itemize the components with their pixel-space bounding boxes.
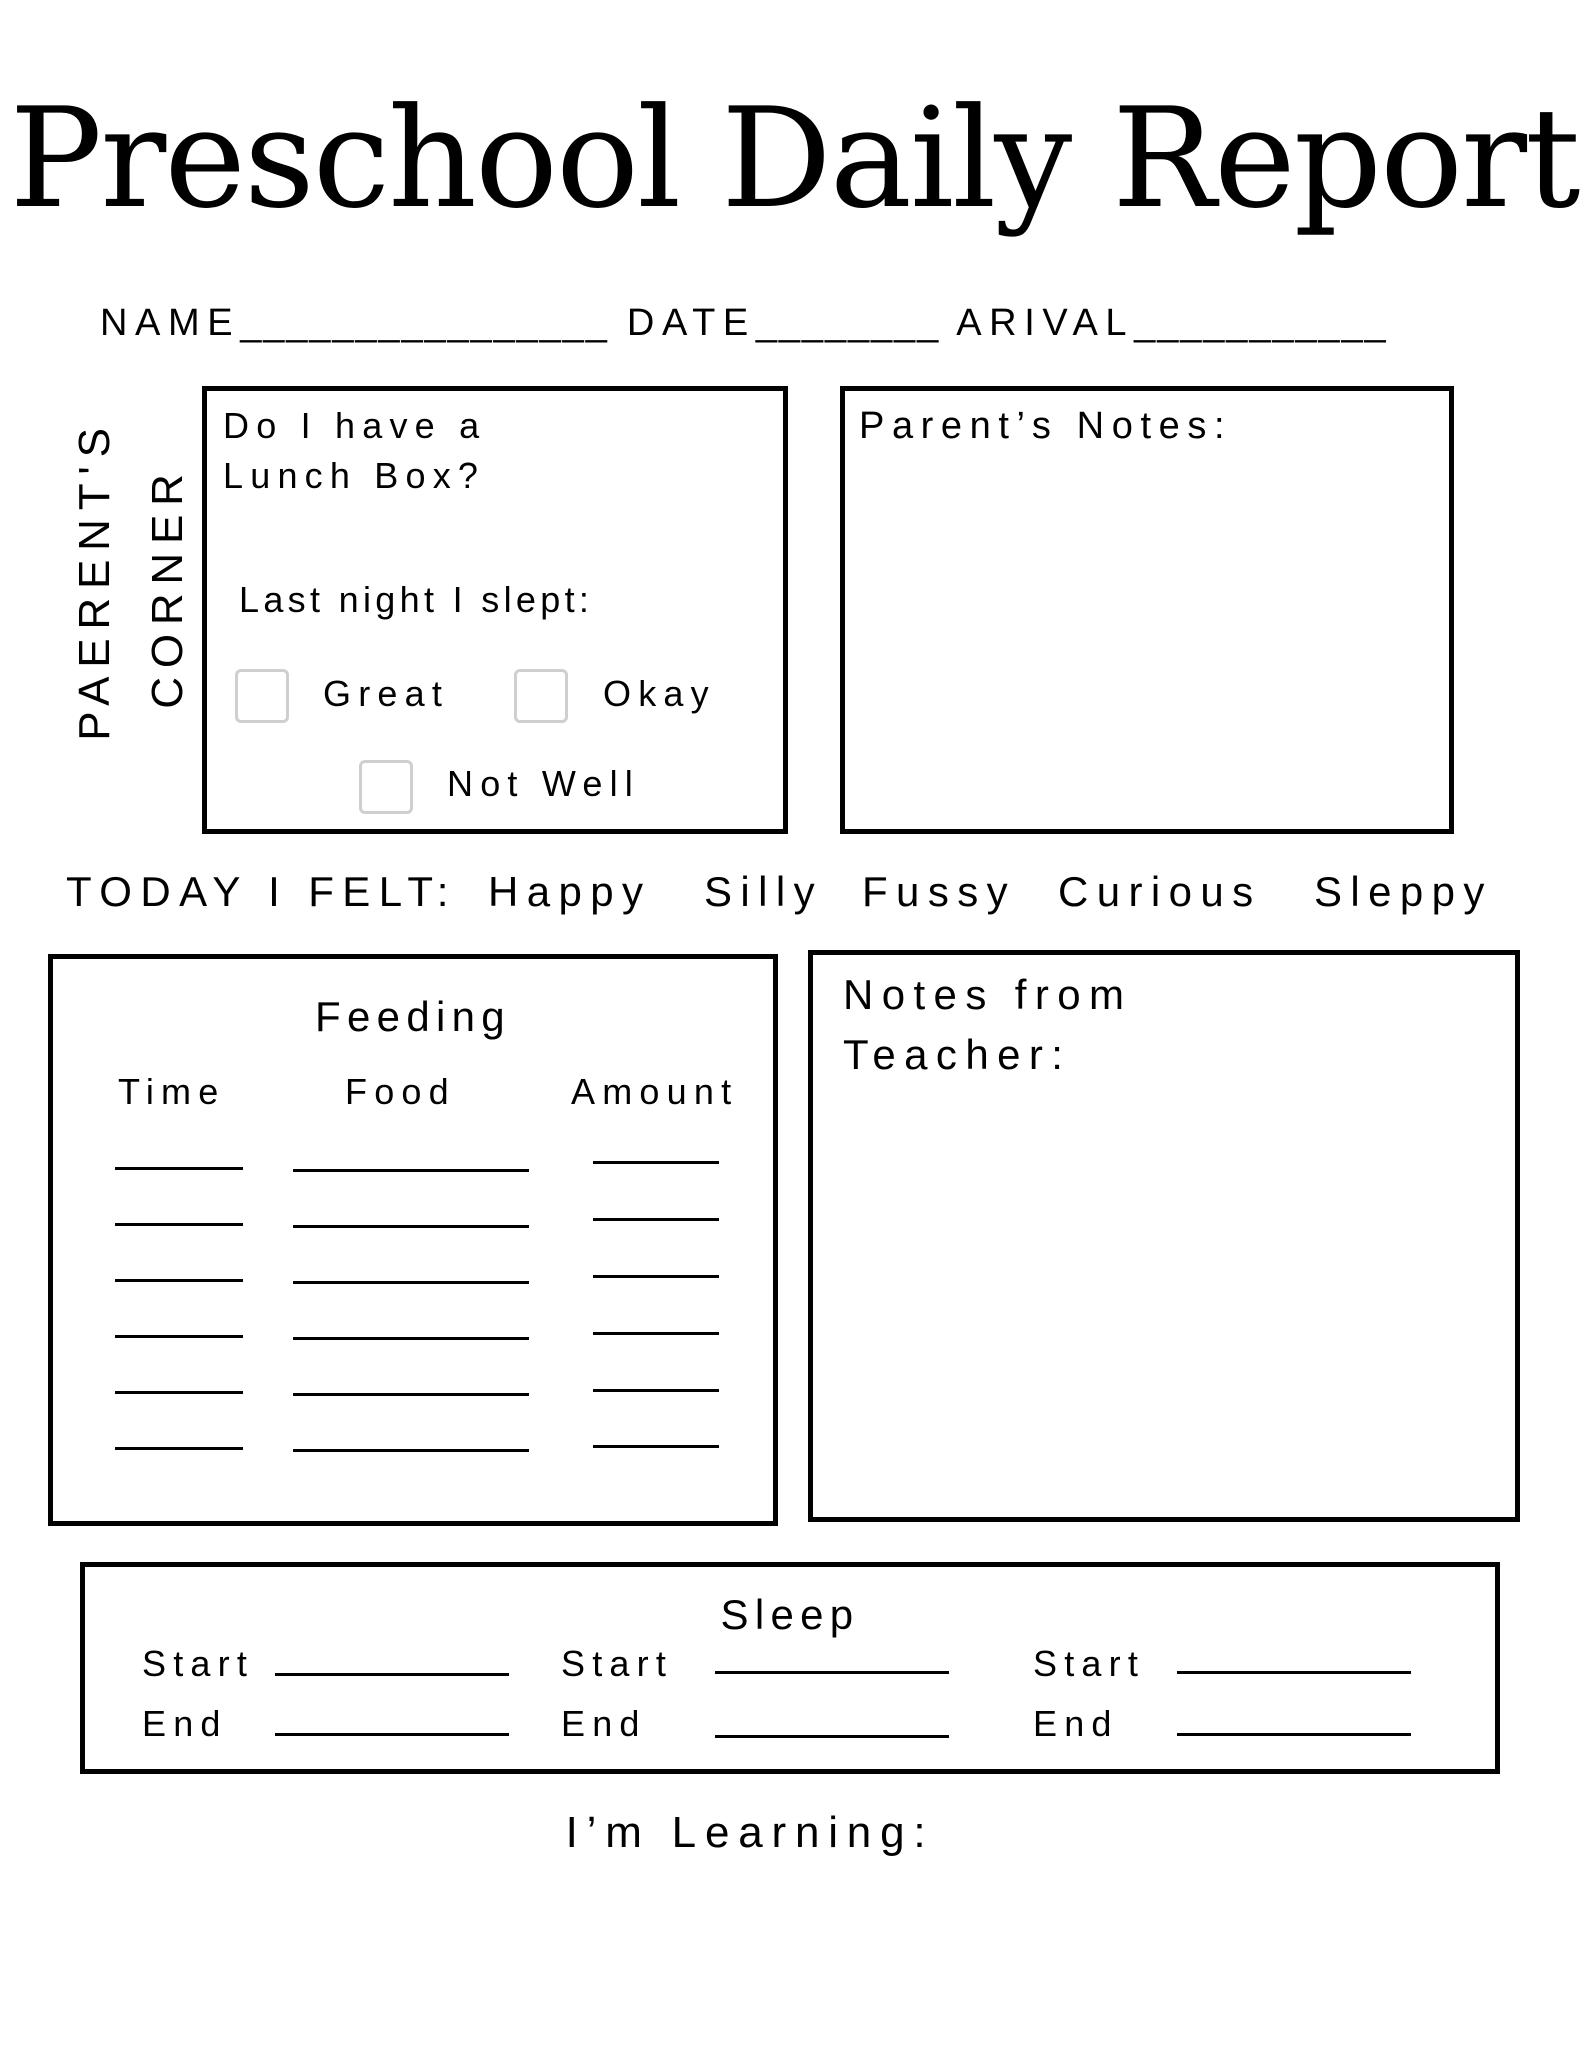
feeding-time-line[interactable]	[115, 1335, 243, 1338]
feeding-food-line[interactable]	[293, 1169, 529, 1172]
feeding-food-line[interactable]	[293, 1281, 529, 1284]
page-title: Preschool Daily Report	[9, 78, 1579, 239]
not-well-checkbox[interactable]	[359, 760, 413, 814]
sleep-end-line[interactable]	[1177, 1733, 1411, 1736]
feeding-food-line[interactable]	[293, 1225, 529, 1228]
parents-notes-title: Parent’s Notes:	[859, 405, 1233, 447]
teacher-notes-title-line2: Teacher:	[843, 1031, 1072, 1078]
feeding-time-line[interactable]	[115, 1391, 243, 1394]
sleep-start-label: Start	[142, 1643, 255, 1684]
feeding-time-line[interactable]	[115, 1279, 243, 1282]
name-field[interactable]: ________________	[240, 302, 609, 344]
feeding-amount-line[interactable]	[593, 1275, 719, 1278]
feeding-col-time: Time	[118, 1071, 226, 1112]
arrival-label: ARIVAL	[956, 302, 1135, 344]
feeding-food-line[interactable]	[293, 1393, 529, 1396]
sleep-end-line[interactable]	[715, 1735, 949, 1738]
okay-checkbox[interactable]	[514, 669, 568, 723]
lunch-question-line1: Do I have a	[223, 405, 487, 446]
feeding-food-line[interactable]	[293, 1337, 529, 1340]
sleep-title: Sleep	[720, 1591, 860, 1638]
sleep-end-label: End	[1033, 1703, 1119, 1744]
sleep-end-line[interactable]	[275, 1733, 509, 1736]
sleep-end-label: End	[561, 1703, 647, 1744]
mood-label: TODAY I FELT:	[66, 868, 457, 915]
mood-option-curious[interactable]: Curious	[1058, 868, 1262, 915]
info-line	[100, 302, 1388, 345]
parents-corner-label-line2: CORNER	[143, 465, 192, 709]
sleep-start-line[interactable]	[1177, 1671, 1411, 1674]
learning-label: I’m Learning:	[565, 1808, 935, 1857]
sleep-end-label: End	[142, 1703, 228, 1744]
feeding-amount-line[interactable]	[593, 1332, 719, 1335]
arrival-field[interactable]: ___________	[1134, 302, 1388, 344]
not-well-label: Not Well	[447, 763, 640, 804]
feeding-amount-line[interactable]	[593, 1161, 719, 1164]
parents-corner-label-line1: PAERENT'S	[70, 419, 119, 741]
great-checkbox[interactable]	[235, 669, 289, 723]
feeding-time-line[interactable]	[115, 1447, 243, 1450]
okay-label: Okay	[603, 673, 716, 714]
date-label: DATE	[626, 302, 756, 344]
name-label: NAME	[100, 302, 241, 344]
teacher-notes-box[interactable]	[808, 950, 1520, 1522]
great-label: Great	[323, 673, 450, 714]
feeding-time-line[interactable]	[115, 1167, 243, 1170]
feeding-col-food: Food	[345, 1071, 456, 1112]
slept-label: Last night I slept:	[239, 579, 594, 620]
feeding-amount-line[interactable]	[593, 1445, 719, 1448]
lunch-question-line2: Lunch Box?	[223, 455, 486, 496]
parents-notes-box[interactable]	[840, 386, 1454, 834]
mood-option-happy[interactable]: Happy	[488, 868, 652, 915]
sleep-box	[80, 1562, 1500, 1774]
feeding-amount-line[interactable]	[593, 1389, 719, 1392]
feeding-time-line[interactable]	[115, 1223, 243, 1226]
teacher-notes-title-line1: Notes from	[843, 971, 1133, 1018]
feeding-amount-line[interactable]	[593, 1218, 719, 1221]
lunch-sleep-box	[202, 386, 788, 834]
sleep-start-line[interactable]	[715, 1671, 949, 1674]
sleep-start-line[interactable]	[275, 1673, 509, 1676]
mood-option-silly[interactable]: Silly	[704, 868, 824, 915]
sleep-start-label: Start	[1033, 1643, 1146, 1684]
feeding-title: Feeding	[315, 993, 511, 1040]
date-field[interactable]: ________	[755, 302, 941, 344]
feeding-col-amount: Amount	[571, 1071, 739, 1112]
feeding-food-line[interactable]	[293, 1449, 529, 1452]
sleep-start-label: Start	[561, 1643, 674, 1684]
feeding-box	[48, 954, 778, 1526]
mood-option-fussy[interactable]: Fussy	[862, 868, 1017, 915]
mood-option-sleppy[interactable]: Sleppy	[1314, 868, 1493, 915]
